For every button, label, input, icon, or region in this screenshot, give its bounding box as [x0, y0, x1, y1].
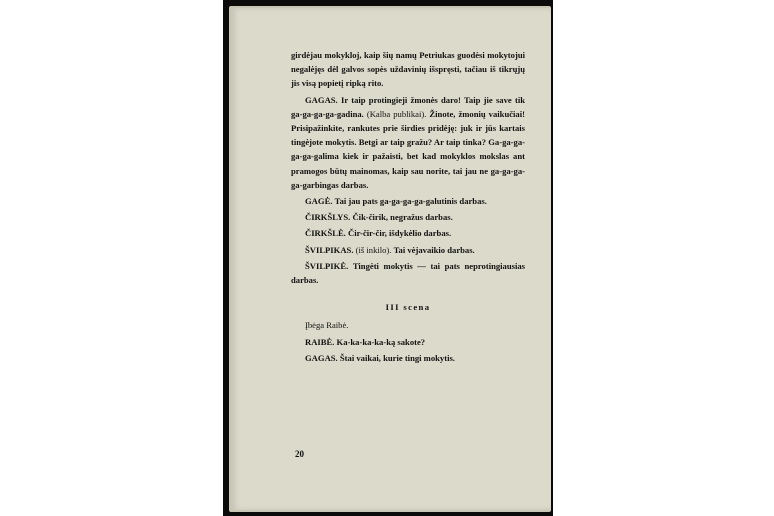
speaker-cirkslys: ČIRKŠLYS.: [305, 212, 351, 223]
gagas-text-3: Štai vaikai, kurie tingi mokytis.: [339, 352, 455, 363]
book-page: [231, 8, 551, 510]
svilpikas-line: [291, 243, 525, 257]
svilpikas-stage-direction: (iš inkilo).: [355, 244, 392, 255]
page-text: [291, 48, 525, 365]
gage-text: Tai jau pats ga-ga-ga-ga-galutinis darbas.: [334, 196, 487, 207]
page-number: 20: [295, 449, 304, 459]
gagas-text-1: Ir taip protingieji žmonės daro! Taip jie save tik ga-ga-ga-ga-gadina.: [291, 94, 525, 119]
speaker-svilpikas: ŠVILPIKAS.: [305, 244, 354, 255]
raibe-text: Ka-ka-ka-ka-ką sakote?: [336, 336, 426, 347]
speaker-raibe: RAIBĖ.: [305, 336, 335, 347]
gagas-text-2: Žinote, žmonių vaikučiai! Prisipažinkite, rankutes prie širdies pridėję: juk ir jūs kartais tingėjote mokytis. Betgi ar taip gražu? Ar taip tinka? Ga-ga-ga-ga-ga-galima kiek ir pažaisti, bet kad mokyklos mokslas ant pramogos būtų mainomas, kaip sau norite, tai jau ne ga-ga-ga-ga-garbingas darbas.: [291, 108, 525, 190]
speaker-gage: GAGĖ.: [305, 196, 333, 207]
speaker-gagas-2: GAGAS.: [305, 352, 338, 363]
gagas-line: [291, 93, 525, 192]
speaker-svilpike: ŠVILPIKĖ.: [305, 260, 349, 271]
stage-direction: Įbėga Raibė.: [305, 320, 349, 331]
opening-text: girdėjau mokykloj, kaip šių namų Petriukas guodėsi mokytojui negalėjęs dėl galvos sopės uždavinių išspręsti, tačiau iš tikrųjų jis visą popietį ripką rito.: [291, 50, 525, 89]
gage-line: [291, 194, 525, 208]
svilpikas-text: Tai vėjavaikio darbas.: [393, 244, 475, 255]
cirksle-text: Čir-čir-čir, išdykėlio darbas.: [348, 228, 452, 239]
scene-title: III scena: [385, 302, 431, 313]
raibe-line: [291, 335, 525, 349]
speaker-gagas: GAGAS.: [305, 94, 338, 105]
gagas-stage-direction: (Kalba publikai).: [366, 108, 427, 119]
gagas-line-2: [291, 351, 525, 365]
svilpike-text: Tingėti mokytis — tai pats neprotingiausias darbas.: [291, 260, 525, 286]
speaker-cirksle: ČIRKŠLĖ.: [305, 228, 346, 239]
opening-paragraph: [291, 48, 525, 91]
cirkslys-text: Čik-čirik, negražus darbas.: [352, 212, 453, 223]
svilpike-line: [291, 259, 525, 287]
cirksle-line: [291, 226, 525, 240]
cirkslys-line: [291, 210, 525, 224]
